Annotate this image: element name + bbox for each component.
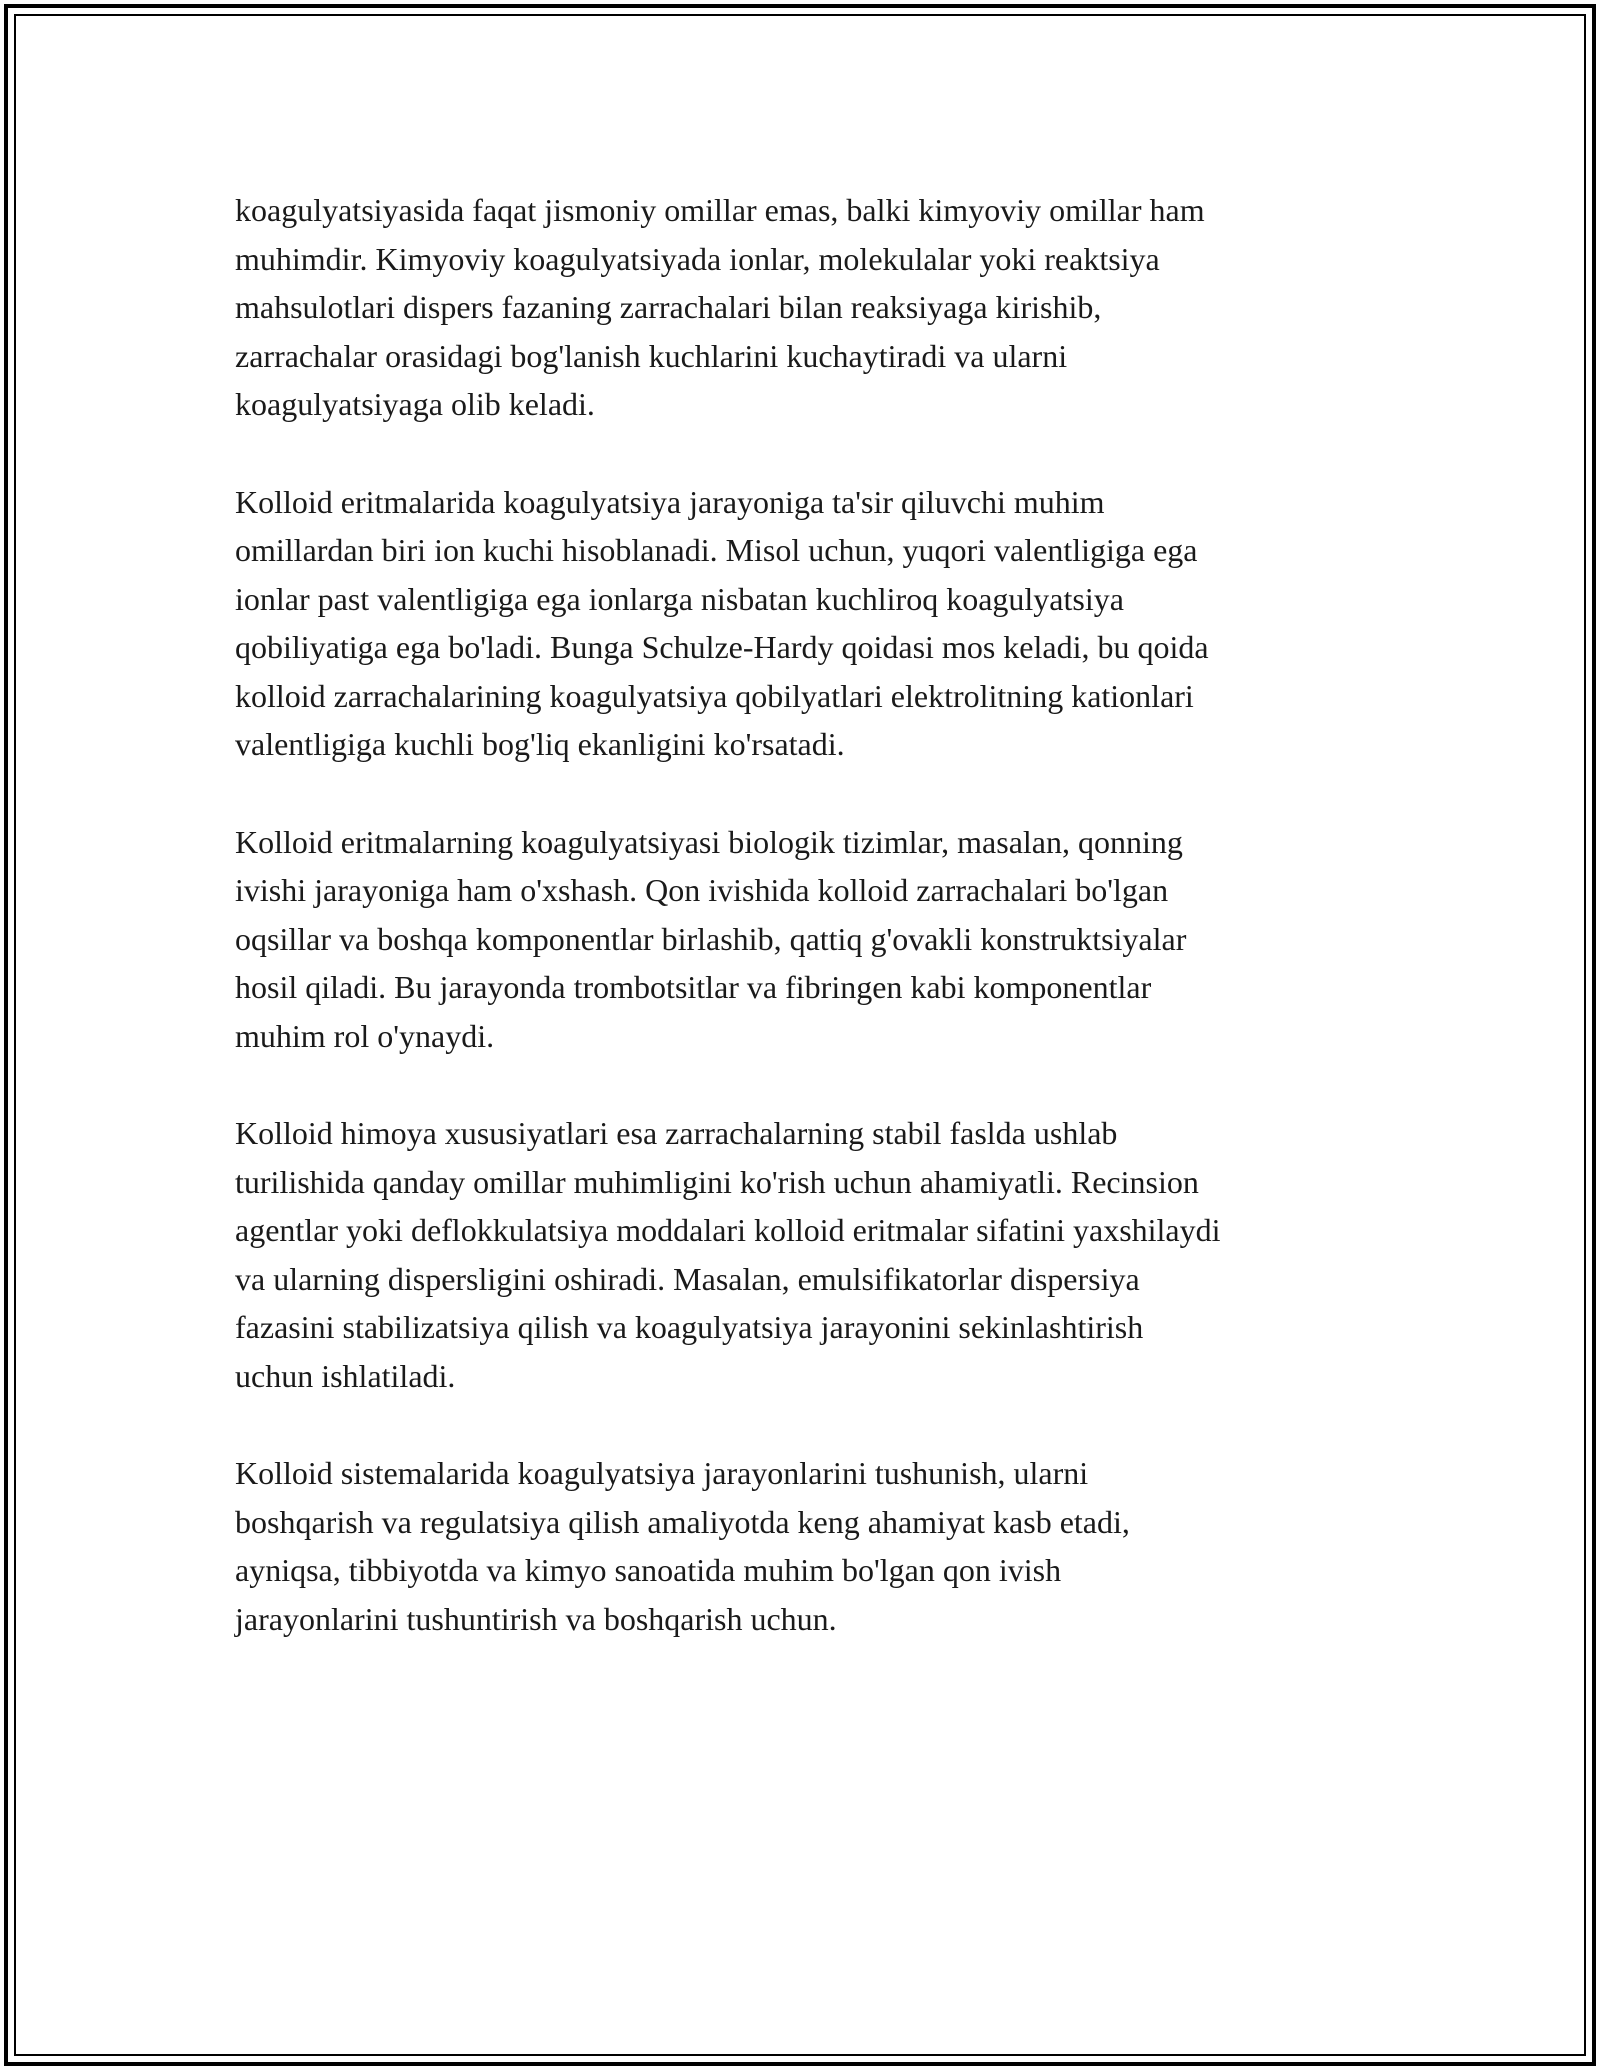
text-line: ionlar past valentligiga ega ionlarga nisbatan kuchliroq koagulyatsiya: [235, 580, 1124, 617]
text-line: muhim rol o'ynaydi.: [235, 1017, 495, 1054]
text-line: uchun ishlatiladi.: [235, 1357, 456, 1394]
text-line: Kolloid sistemalarida koagulyatsiya jarayonlarini tushunish, ularni: [235, 1455, 1089, 1491]
text-line: fazasini stabilizatsiya qilish va koagulyatsiya jarayonini sekinlashtirish: [235, 1309, 1144, 1345]
text-line: Kolloid himoya xususiyatlari esa zarrachalarning stabil faslda ushlab: [235, 1115, 1118, 1151]
paragraph-1: [235, 186, 1385, 429]
text-line: turilishida qanday omillar muhimligini ko'rish uchun ahamiyatli. Recinsion: [235, 1163, 1199, 1200]
text-line: qobiliyatiga ega bo'ladi. Bunga Schulze-Hardy qoidasi mos keladi, bu qoida: [235, 629, 1209, 665]
text-line: boshqarish va regulatsiya qilish amaliyotda keng ahamiyat kasb etadi,: [235, 1503, 1130, 1540]
paragraph-2: [235, 478, 1385, 769]
paragraph-3: [235, 818, 1385, 1061]
text-line: koagulyatsiyaga olib keladi.: [235, 386, 595, 422]
paragraph-4: [235, 1109, 1385, 1400]
text-line: jarayonlarini tushuntirish va boshqarish uchun.: [235, 1600, 837, 1637]
text-line: muhimdir. Kimyoviy koagulyatsiyada ionlar, molekulalar yoki reaktsiya: [235, 240, 1160, 277]
text-line: ayniqsa, tibbiyotda va kimyo sanoatida muhim bo'lgan qon ivish: [235, 1552, 1062, 1588]
text-line: mahsulotlari dispers fazaning zarrachalari bilan reaksiyaga kirishib,: [235, 289, 1102, 325]
text-line: Kolloid eritmalarida koagulyatsiya jarayoniga ta'sir qiluvchi muhim: [235, 483, 1105, 520]
text-line: va ularning dispersligini oshiradi. Masalan, emulsifikatorlar dispersiya: [235, 1260, 1140, 1297]
text-line: agentlar yoki deflokkulatsiya moddalari kolloid eritmalar sifatini yaxshilaydi: [235, 1212, 1221, 1248]
text-line: hosil qiladi. Bu jarayonda trombotsitlar va fibringen kabi komponentlar: [235, 969, 1152, 1005]
text-line: oqsillar va boshqa komponentlar birlashib, qattiq g'ovakli konstruktsiyalar: [235, 920, 1187, 957]
text-line: omillardan biri ion kuchi hisoblanadi. Misol uchun, yuqori valentligiga ega: [235, 532, 1198, 568]
text-line: koagulyatsiyasida faqat jismoniy omillar emas, balki kimyoviy omillar ham: [235, 192, 1205, 228]
paragraph-5: [235, 1449, 1385, 1643]
text-line: zarrachalar orasidagi bog'lanish kuchlarini kuchaytiradi va ularni: [235, 337, 1068, 374]
text-line: Kolloid eritmalarning koagulyatsiyasi biologik tizimlar, masalan, qonning: [235, 823, 1183, 860]
text-line: ivishi jarayoniga ham o'xshash. Qon ivishida kolloid zarrachalari bo'lgan: [235, 872, 1169, 908]
text-line: kolloid zarrachalarining koagulyatsiya qobilyatlari elektrolitning kationlari: [235, 677, 1194, 714]
text-line: valentligiga kuchli bog'liq ekanligini ko'rsatadi.: [235, 726, 845, 762]
document-body: [235, 186, 1385, 1692]
